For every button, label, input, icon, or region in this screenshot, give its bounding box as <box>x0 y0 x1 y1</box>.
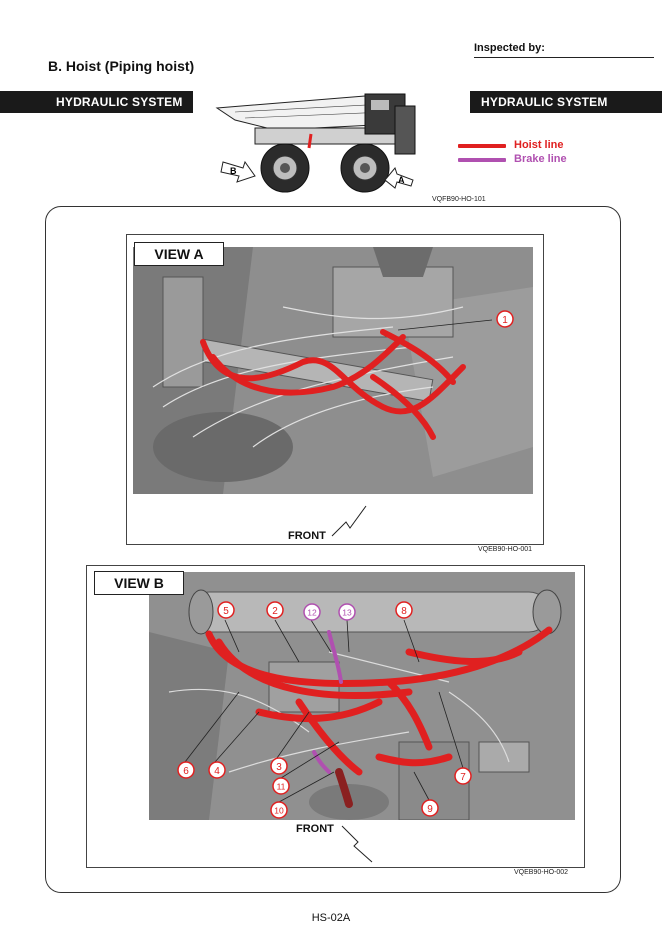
callout-text: 2 <box>272 606 278 617</box>
callout-text: 5 <box>223 606 229 617</box>
arrow-b-icon <box>221 162 255 182</box>
callout-text: 10 <box>274 805 284 816</box>
callout-text: 7 <box>460 772 466 783</box>
callout-text: 13 <box>342 607 352 618</box>
view-b-callout-4 <box>207 760 227 780</box>
hoist-line-swatch <box>458 144 506 148</box>
view-b-front-label: FRONT <box>296 823 334 835</box>
callout-text: 8 <box>401 606 407 617</box>
view-b-callout-6 <box>176 760 196 780</box>
arrow-a-letter: A <box>398 175 405 185</box>
callout-text: 6 <box>183 766 189 777</box>
inspected-by-label: Inspected by: <box>474 42 545 54</box>
view-b-caption: VQEB90-HO-002 <box>514 869 569 876</box>
section-label-right: HYDRAULIC SYSTEM <box>481 95 608 109</box>
callout-text: 1 <box>502 315 508 326</box>
view-b-callout-3 <box>269 756 289 776</box>
view-a-label: VIEW A <box>134 242 224 266</box>
view-b-label: VIEW B <box>94 571 184 595</box>
front-arrow-icon <box>340 824 376 864</box>
callout-text: 4 <box>214 766 220 777</box>
view-b-callout-12 <box>301 602 323 622</box>
view-a-front-label: FRONT <box>288 530 326 542</box>
page-title: B. Hoist (Piping hoist) <box>48 58 195 74</box>
brake-line-swatch <box>458 158 506 162</box>
view-b-callout-9 <box>420 798 440 818</box>
callout-text: 9 <box>427 804 433 815</box>
section-label-left: HYDRAULIC SYSTEM <box>56 95 183 109</box>
view-b-callout-7 <box>453 766 473 786</box>
truck-figure-caption: VQFB90-HO-101 <box>432 196 486 203</box>
arrow-b-letter: B <box>230 166 237 176</box>
view-b-callout-5 <box>216 600 236 620</box>
view-b-callout-2 <box>265 600 285 620</box>
view-a-illustration <box>133 247 533 494</box>
callout-text: 12 <box>307 607 317 618</box>
view-b-leaders <box>149 572 575 820</box>
section-band-left <box>0 91 193 113</box>
front-arrow-icon <box>330 502 370 538</box>
callout-text: 11 <box>276 781 286 792</box>
view-a-caption: VQEB90-HO-001 <box>478 546 533 553</box>
dump-truck-figure <box>215 90 455 195</box>
view-a-photo <box>133 247 533 494</box>
inspected-by-line <box>474 57 654 58</box>
view-b-callout-11 <box>270 776 292 796</box>
page-number: HS-02A <box>311 912 351 924</box>
view-a-leader-1 <box>398 316 498 336</box>
brake-line-label: Brake line <box>514 153 567 165</box>
view-b-callout-13 <box>336 602 358 622</box>
callout-text: 3 <box>276 762 282 773</box>
hoist-line-label: Hoist line <box>514 139 564 151</box>
view-b-callout-8 <box>394 600 414 620</box>
section-band-right <box>470 91 662 113</box>
view-b-callout-10 <box>268 800 290 820</box>
